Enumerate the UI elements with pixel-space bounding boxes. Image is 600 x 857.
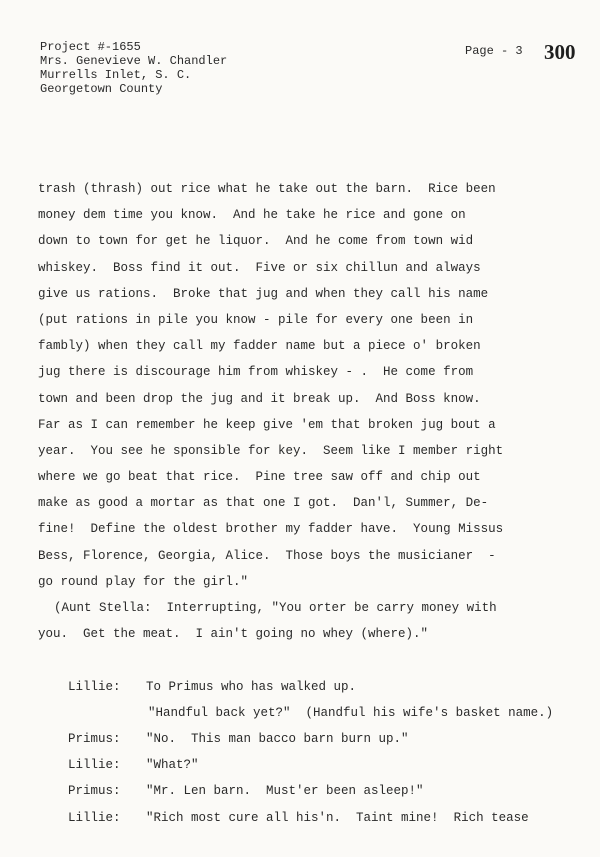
dialogue-text: "Mr. Len barn. Must'er been asleep!"	[146, 784, 424, 799]
speaker-label: Lillie:	[68, 810, 121, 825]
narrative-line: go round play for the girl."	[38, 574, 249, 589]
narrative-line: trash (thrash) out rice what he take out the barn. Rice been	[38, 182, 496, 196]
speaker-label: Lillie:	[68, 758, 121, 773]
document-header	[40, 40, 227, 96]
dialogue-text: To Primus who has walked up.	[146, 679, 357, 694]
aunt-stella-line: (Aunt Stella: Interrupting, "You orter be carry money with	[54, 601, 497, 615]
speaker-label: Lillie:	[68, 679, 121, 694]
dialogue-text: "Rich most cure all his'n. Taint mine! Rich tease	[146, 810, 529, 825]
narrative-line: give us rations. Broke that jug and when they call his name	[38, 286, 489, 301]
narrative-line: down to town for get he liquor. And he come from town wid	[38, 234, 474, 249]
narrative-line: money dem time you know. And he take he rice and gone on	[38, 208, 466, 223]
dialogue-text: "What?"	[146, 758, 199, 773]
speaker-label: Primus:	[68, 731, 121, 746]
speaker-label: Primus:	[68, 784, 121, 799]
narrative-line: Far as I can remember he keep give 'em that broken jug bout a	[38, 417, 496, 432]
county-name: Georgetown County	[40, 82, 163, 96]
narrative-line: (put rations in pile you know - pile for every one been in	[38, 312, 474, 327]
project-number: Project #-1655	[40, 40, 141, 54]
page-label: Page - 3	[465, 44, 523, 58]
dialogue-text: "No. This man bacco barn burn up."	[146, 731, 409, 746]
aunt-stella-line: you. Get the meat. I ain't going no whey (where)."	[38, 627, 429, 642]
narrative-line: jug there is discourage him from whiskey - . He come from	[38, 365, 474, 380]
dialogue-text: "Handful back yet?" (Handful his wife's basket name.)	[148, 705, 554, 720]
dialogue-line	[38, 647, 578, 694]
place-name: Murrells Inlet, S. C.	[40, 68, 192, 82]
narrative-line: fine! Define the oldest brother my fadder have. Young Missus	[38, 522, 504, 537]
narrative-line: fambly) when they call my fadder name but a piece o' broken	[38, 339, 481, 354]
narrative-line: whiskey. Boss find it out. Five or six chillun and always	[38, 260, 481, 275]
narrative-line: where we go beat that rice. Pine tree saw off and chip out	[38, 470, 481, 485]
narrative-line: Bess, Florence, Georgia, Alice. Those boys the musicianer -	[38, 548, 496, 563]
transcript-body	[38, 176, 578, 825]
author-name: Mrs. Genevieve W. Chandler	[40, 54, 228, 68]
narrative-line: make as good a mortar as that one I got. Dan'l, Summer, De-	[38, 496, 489, 511]
page-stamp-number: 300	[544, 40, 576, 64]
narrative-line: year. You see he sponsible for key. Seem like I member right	[38, 443, 504, 458]
narrative-line: town and been drop the jug and it break up. And Boss know.	[38, 391, 481, 406]
